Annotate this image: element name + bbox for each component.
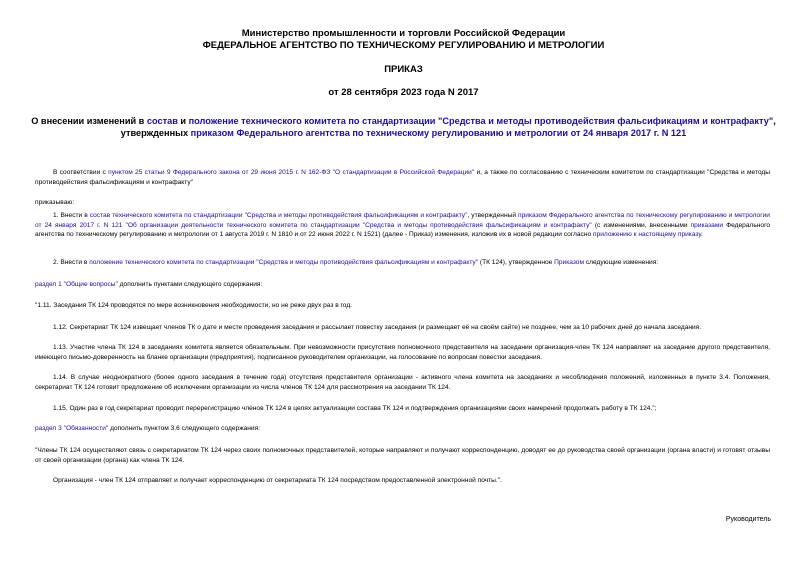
item2-text: следующие изменения:	[584, 259, 659, 266]
link-section-3[interactable]: раздел 3 "Обязанности"	[35, 425, 109, 432]
paragraph-1-14: 1.14. В случае неоднократного (более одного заседания в течение года) отсутствия представителя организации - активного члена комитета на заседаниях и несоблюдения положений, изложенных в пункте 3.4. Положения, секретариат ТК 124 готовит предложение об исключении организации из числа членов ТК 124 для рассмотрения на заседании ТК 124.	[35, 374, 770, 391]
item2-text: 2. Внести в	[53, 259, 90, 266]
title-text: О внесении изменений в	[31, 116, 147, 126]
link-appendix[interactable]: приложению к настоящему приказу	[593, 231, 702, 239]
link-order-121[interactable]: приказом Федерального агентства по техническому регулированию и метрологии от 24 января 2017 г. N 121	[190, 128, 687, 138]
intro-paragraph	[35, 168, 770, 187]
paragraph-1-12: 1.12. Секретариат ТК 124 извещает членов ТК о дате и месте проведения заседания и рассылает повестку заседания (и размещает её на своём сайте) не позднее, чем за 10 рабочих дней до начала заседания.	[53, 324, 702, 331]
agency-name: ФЕДЕРАЛЬНОЕ АГЕНТСТВО ПО ТЕХНИЧЕСКОМУ РЕГУЛИРОВАНИЮ И МЕТРОЛОГИИ	[202, 40, 605, 51]
section-1-paragraph	[35, 280, 770, 290]
title-text: , утвержденных	[120, 116, 776, 138]
item2-text: (ТК 124), утвержденное	[478, 259, 555, 266]
signature-title: Руководитель	[725, 516, 771, 523]
item1-text: 1. Внести в	[53, 212, 90, 219]
item1-text: , утвержденный	[467, 212, 519, 219]
link-regulation[interactable]: положение технического комитета по стандартизации "Средства и методы противодействия фальсификациям и контрафакту"	[188, 116, 774, 126]
item-2-paragraph	[35, 258, 770, 268]
link-section-1[interactable]: раздел 1 "Общие вопросы"	[35, 281, 118, 288]
link-composition[interactable]: состав	[146, 116, 178, 126]
item1-text: Федерального агентства по техническому регулированию и метрологии от 1 августа 2019 г. N 1810 и от 22 июня 2022 г. N 1521) (далее - Приказ) изменения, изложив их в новой редакции согласно	[35, 221, 771, 239]
paragraph-3-6: "Члены ТК 124 осуществляют связь с секретариатом ТК 124 через своих полномочных представителей, которые направляют и получают корреспонденцию, доводят ее до руководства своей организации (органа власти) и готовят отзывы от своей организации (органа) как члена ТК 124.	[35, 447, 770, 464]
intro-text: В соответствии с	[53, 169, 109, 176]
link-orders[interactable]: приказами	[690, 221, 724, 229]
section-3-paragraph	[35, 424, 770, 434]
section-3-text: дополнить пунктом 3.6 следующего содержания:	[108, 425, 261, 432]
link-committee-composition[interactable]: состав технического комитета по стандартизации "Средства и методы противодействия фальсификациям и контрафакту"	[89, 212, 468, 219]
document-type: ПРИКАЗ	[384, 64, 423, 75]
link-order-121-full[interactable]: приказом Федерального агентства по техническому регулированию и метрологии от 24 января 2017 г. N 121 "Об организации деятельности технического комитета по стандартизации "Средства и методы противодействия фальсификациям и контрафакту"	[35, 212, 770, 229]
paragraph-1-13: 1.13. Участие члена ТК 124 в заседаниях комитета является обязательным. При невозможности присутствия полномочного представителя на заседании организация-член ТК 124 направляет на заседание другого представителя, имеющего письмо-доверенность на бланке организации (предприятия), подписанное руководителем организации, на голосование по вопросам повестки заседания.	[35, 344, 770, 361]
item-1-paragraph	[35, 211, 770, 240]
link-committee-regulation[interactable]: положение технического комитета по стандартизации "Средства и методы противодействия фальсификациям и контрафакту"	[89, 259, 479, 266]
title-text: и	[177, 116, 189, 126]
ministry-name: Министерство промышленности и торговли Российской Федерации	[241, 28, 566, 39]
document-title	[20, 115, 787, 139]
item1-text: (с изменениями, внесенными	[591, 221, 691, 229]
paragraph-1-11: "1.11. Заседания ТК 124 проводятся по мере возникновения необходимости, но не реже двух раз в год.	[35, 302, 353, 309]
document-date-number: от 28 сентября 2023 года N 2017	[328, 87, 479, 98]
paragraph-organization: Организация - член ТК 124 отправляет и получает корреспонденцию от секретариата ТК 124 посредством предоставленной электронной почты.".	[53, 477, 502, 484]
section-1-text: дополнить пунктами следующего содержания:	[117, 281, 263, 288]
item1-text: .	[701, 231, 703, 239]
order-word: приказываю:	[35, 199, 75, 206]
paragraph-1-15: 1.15. Один раз в год секретариат проводит перерегистрацию членов ТК 124 в целях актуализации состава ТК 124 и подтверждения организациями своих намерений продолжать работу в ТК 124.";	[53, 405, 657, 412]
link-federal-law[interactable]: пунктом 25 статьи 9 Федерального закона от 29 июня 2015 г. N 162-ФЗ "О стандартизации в Российской Федерации"	[108, 169, 475, 176]
link-order[interactable]: Приказом	[554, 259, 584, 266]
intro-text: и, а также по согласованию с техническим комитетом по стандартизации "Средства и методы противодействия фальсификациям и контрафакту"	[35, 169, 770, 186]
